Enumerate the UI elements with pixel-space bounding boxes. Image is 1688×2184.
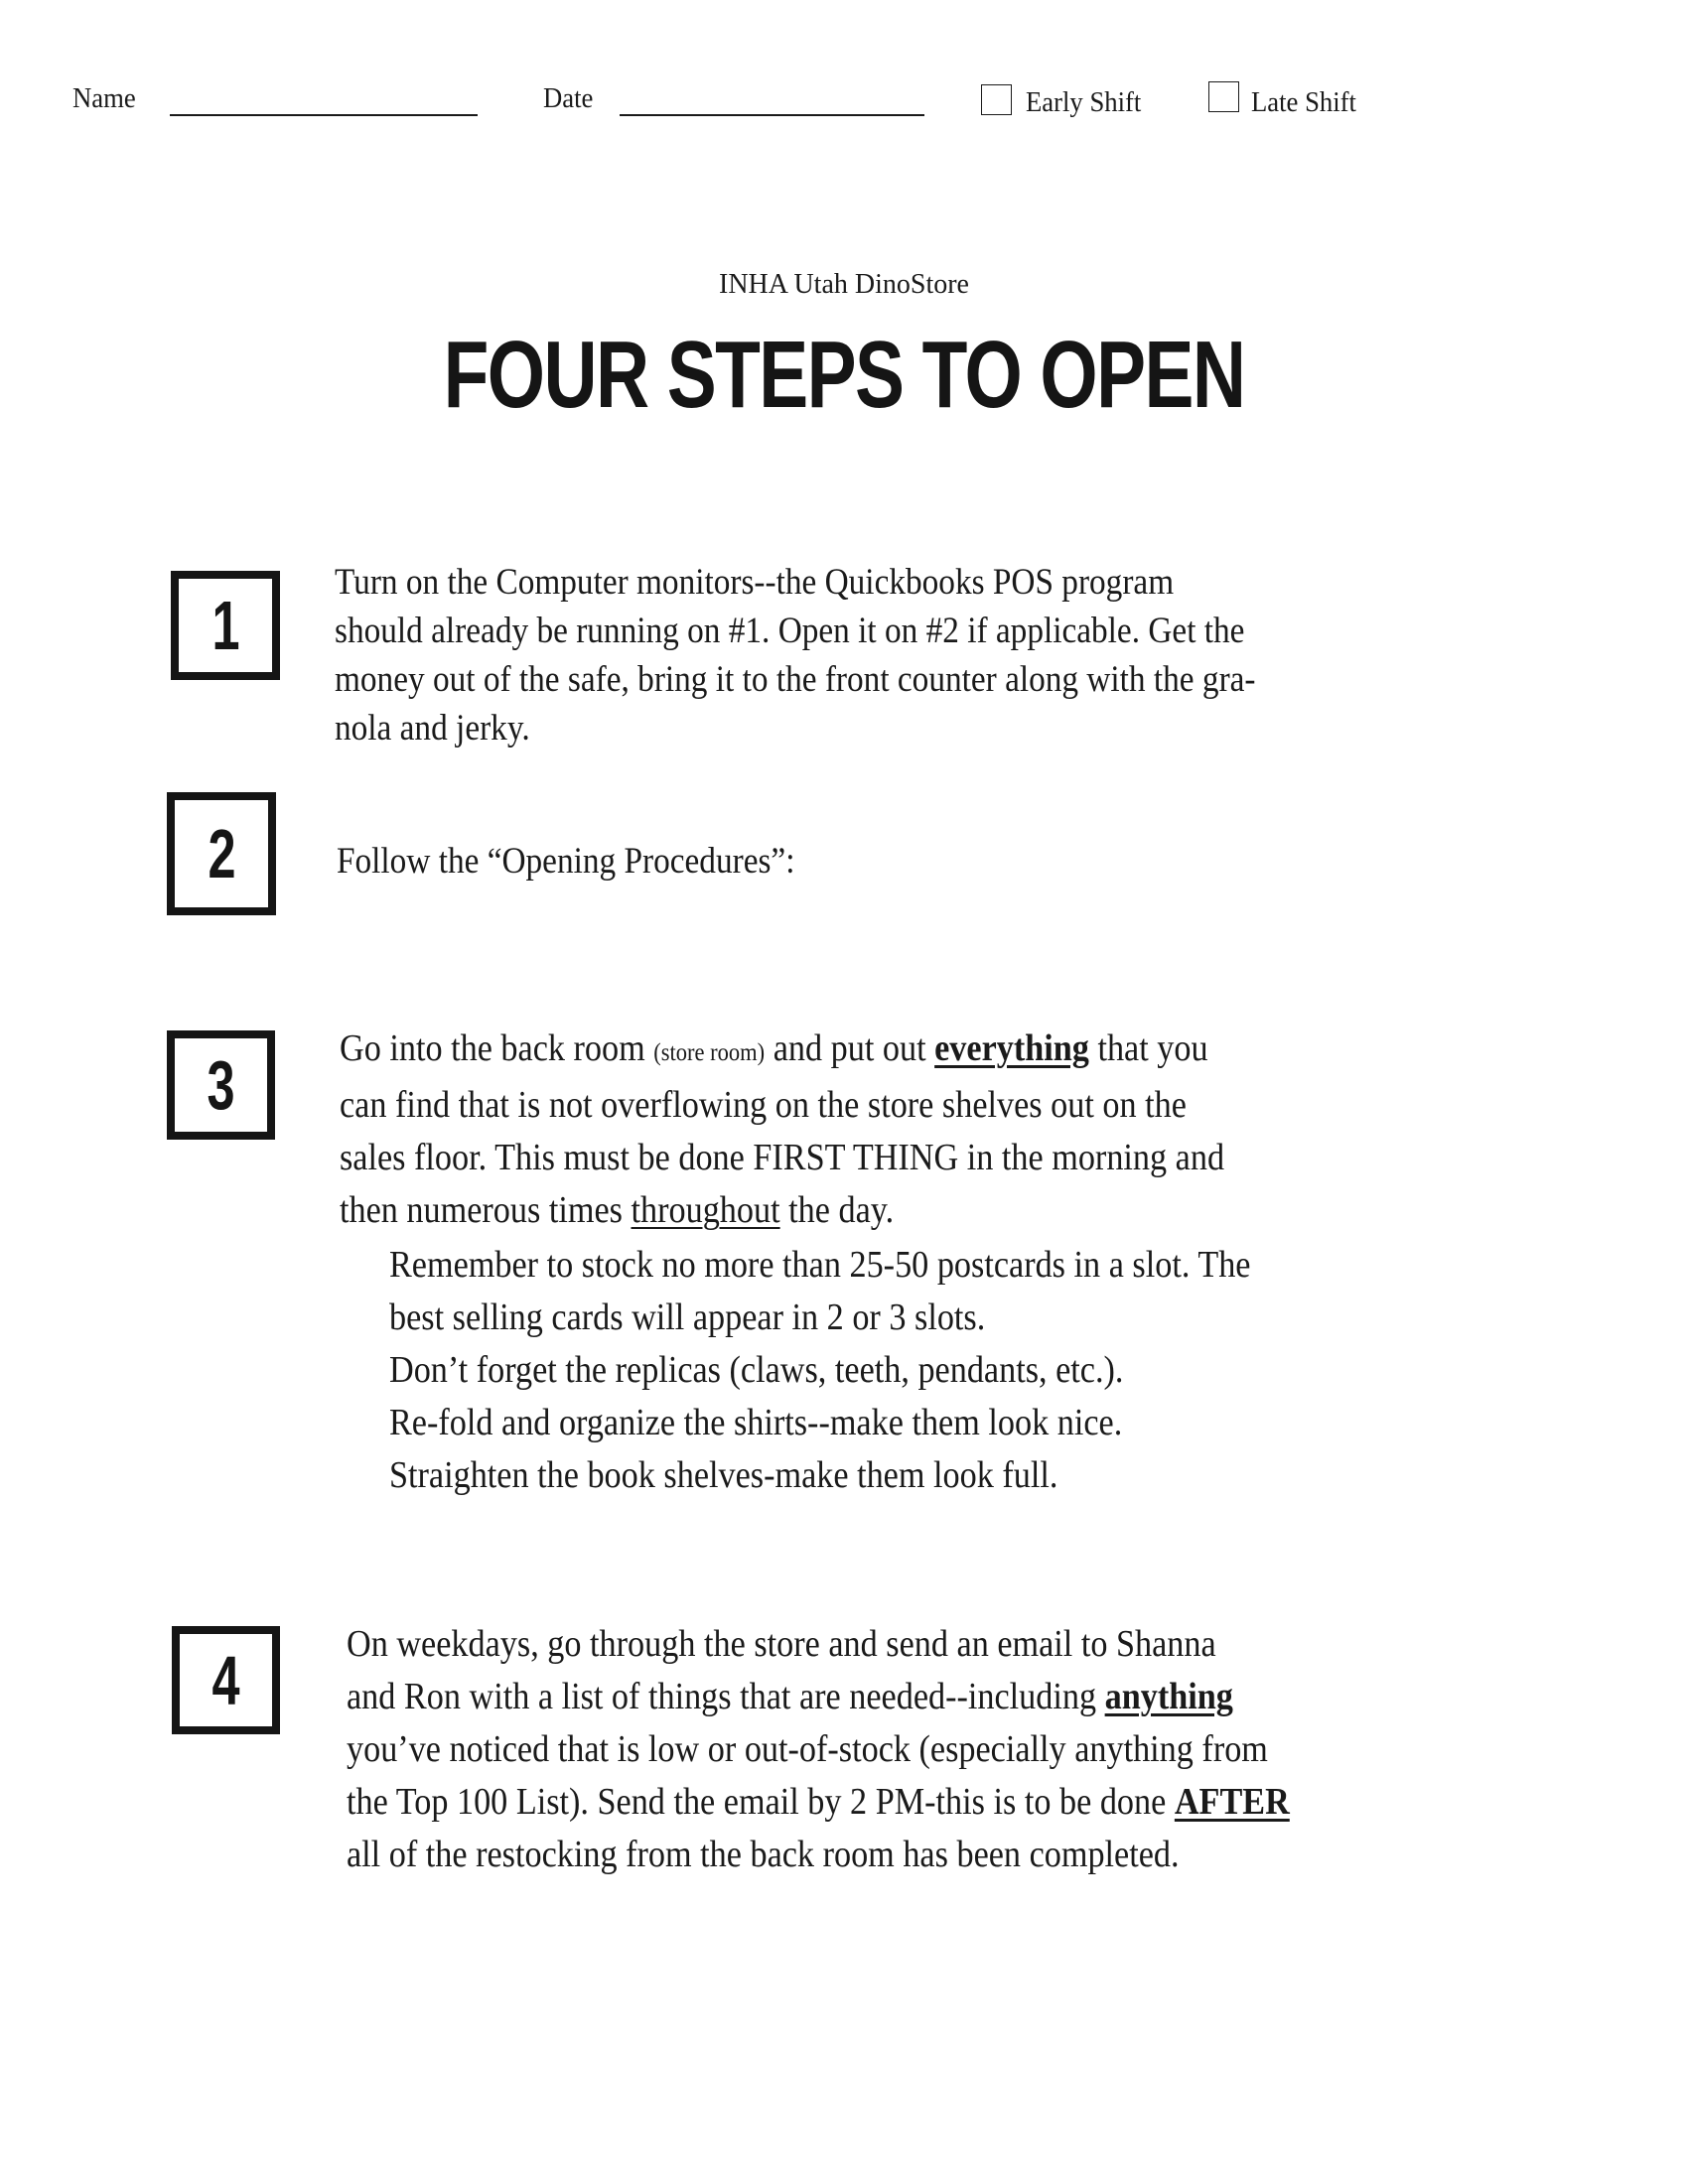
- text-segment: Go into the back room: [340, 1027, 654, 1069]
- step-1-line: money out of the safe, bring it to the front counter along with the gra-: [335, 659, 1256, 700]
- step-4-number: 4: [211, 1641, 240, 1719]
- step-4-line: [347, 1671, 1290, 1723]
- step-3-sub-item: Remember to stock no more than 25-50 postcards in a slot. The: [389, 1244, 1251, 1286]
- step-3-number-box: [167, 1030, 275, 1140]
- step-3-sub-item: Straighten the book shelves-make them look full.: [389, 1454, 1058, 1496]
- emphasis-after: AFTER: [1174, 1781, 1290, 1823]
- step-3-sub-item: Re-fold and organize the shirts--make them look nice.: [389, 1402, 1123, 1443]
- emphasis-throughout: throughout: [631, 1189, 780, 1231]
- step-1-number-box: [171, 571, 280, 680]
- step-4-line: you’ve noticed that is low or out-of-stock (especially anything from: [347, 1728, 1268, 1770]
- step-3-sub-list: [389, 1239, 1346, 1502]
- step-4-number-box: [172, 1626, 280, 1734]
- step-4-line: [347, 1776, 1290, 1829]
- text-segment: and Ron with a list of things that are needed--including: [347, 1676, 1105, 1717]
- step-3-text: [340, 1023, 1323, 1237]
- store-room-note: (store room): [653, 1039, 766, 1066]
- step-1-line: should already be running on #1. Open it on #2 if applicable. Get the: [335, 611, 1245, 651]
- opening-procedures-text: Follow the “Opening Procedures”:: [337, 841, 795, 882]
- step-3-number: 3: [207, 1046, 235, 1124]
- step-1-line: Turn on the Computer monitors--the Quickbooks POS program: [335, 562, 1175, 603]
- emphasis-anything: anything: [1104, 1676, 1233, 1717]
- date-label: Date: [543, 82, 594, 114]
- step-4-text: [347, 1618, 1394, 1881]
- page-title: FOUR STEPS TO OPEN: [443, 322, 1245, 428]
- step-3-sub-item: best selling cards will appear in 2 or 3 slots.: [389, 1297, 986, 1338]
- step-1-number: 1: [211, 587, 240, 664]
- text-segment: that you: [1088, 1027, 1208, 1069]
- name-label: Name: [72, 82, 136, 114]
- text-segment: the Top 100 List). Send the email by 2 PM-this is to be done: [347, 1781, 1175, 1823]
- store-name-subtitle: INHA Utah DinoStore: [719, 269, 969, 300]
- early-shift-checkbox[interactable]: [981, 84, 1012, 115]
- text-segment: then numerous times: [340, 1189, 632, 1231]
- early-shift-label: Early Shift: [1026, 86, 1142, 118]
- step-2-text: [337, 837, 846, 886]
- step-2-number-box: [167, 792, 276, 915]
- name-field[interactable]: [170, 114, 478, 116]
- step-1-text: [335, 558, 1358, 752]
- step-1-line: nola and jerky.: [335, 708, 530, 749]
- step-3-line: sales floor. This must be done FIRST THING in the morning and: [340, 1137, 1225, 1178]
- text-segment: the day.: [779, 1189, 895, 1231]
- text-segment: and put out: [765, 1027, 935, 1069]
- step-3-sub-item: Don’t forget the replicas (claws, teeth, pendants, etc.).: [389, 1349, 1124, 1391]
- late-shift-checkbox[interactable]: [1208, 81, 1239, 112]
- step-4-line: On weekdays, go through the store and send an email to Shanna: [347, 1623, 1216, 1665]
- step-4-line: all of the restocking from the back room has been completed.: [347, 1834, 1180, 1875]
- step-2-number: 2: [207, 815, 236, 892]
- step-3-line: [340, 1023, 1224, 1079]
- emphasis-everything: everything: [934, 1027, 1089, 1069]
- late-shift-label: Late Shift: [1251, 86, 1356, 118]
- step-3-line: can find that is not overflowing on the store shelves out on the: [340, 1084, 1187, 1126]
- step-3-line: [340, 1184, 1224, 1237]
- date-field[interactable]: [620, 114, 924, 116]
